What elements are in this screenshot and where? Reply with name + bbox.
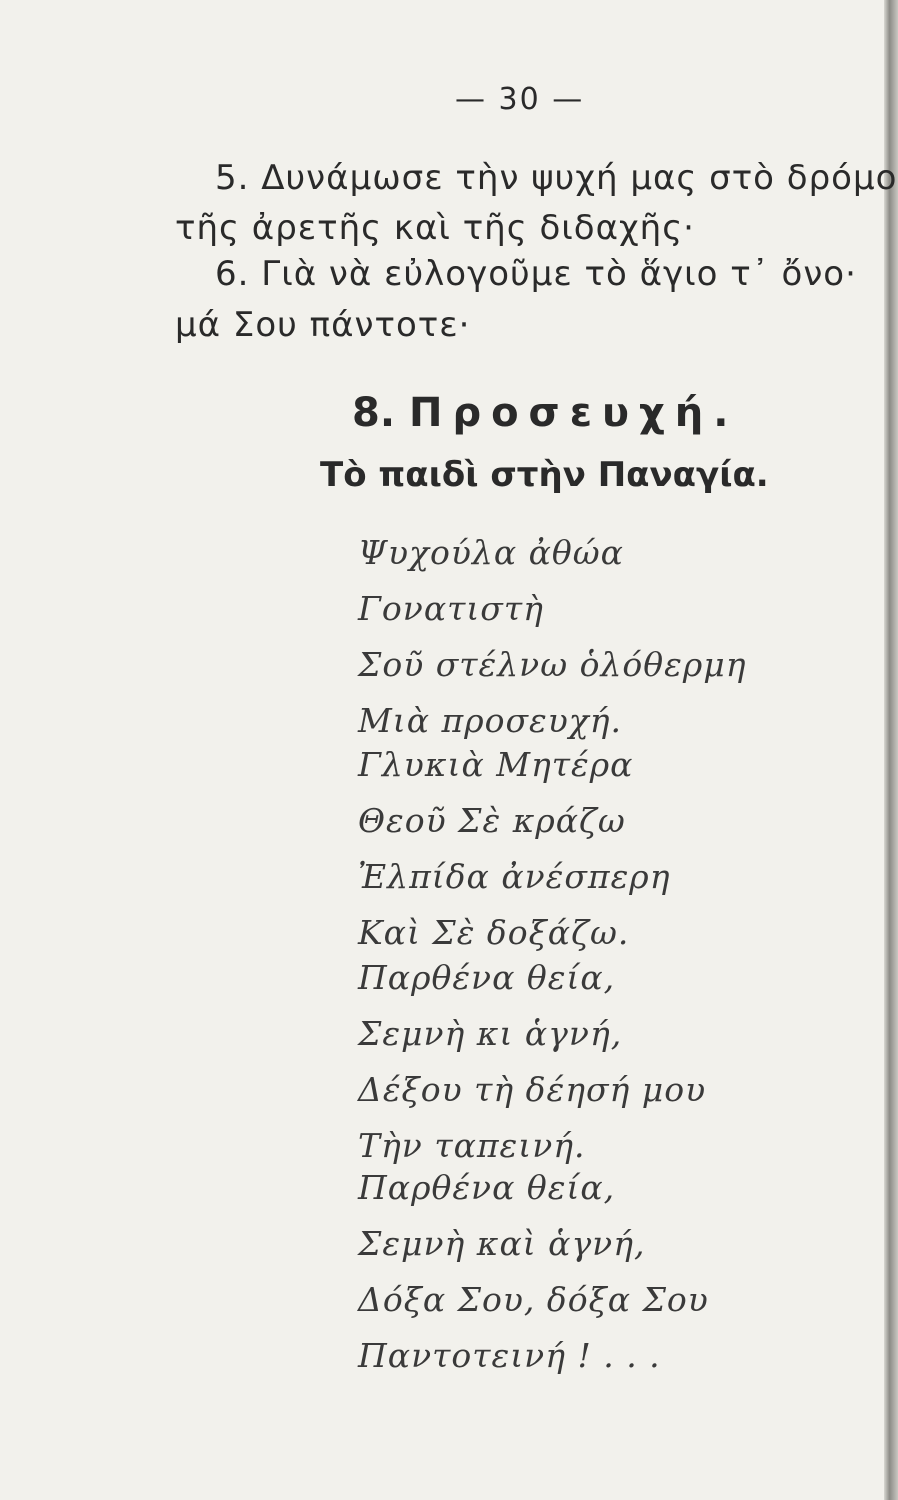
verse-line: Ψυχούλα ἀθώα (358, 533, 624, 572)
verse-line: Παρθένα θεία, (358, 1168, 616, 1207)
page-number: — 30 — (455, 82, 585, 117)
stanza (358, 737, 670, 961)
verse-line: Παρθένα θεία, (358, 958, 616, 997)
verse-line: Παντοτεινή ! . . . (358, 1336, 661, 1375)
verse-line: Σεμνὴ καὶ ἁγνή, (358, 1224, 646, 1263)
verse-line: Γονατιστὴ (358, 589, 544, 628)
stanza (358, 950, 706, 1174)
verse-line: Σοῦ στέλνω ὁλόθερμη (358, 645, 747, 684)
page-edge (884, 0, 898, 1500)
stanza (358, 1160, 709, 1384)
verse-line: Θεοῦ Σὲ κράζω (358, 801, 626, 840)
section-title: Προσευχή. (408, 390, 739, 436)
verse-line: Τὴν ταπεινή. (358, 1126, 586, 1165)
verse-line: Δέξου τὴ δέησή μου (358, 1070, 707, 1109)
section-subtitle: Τὸ παιδὶ στὴν Παναγία. (320, 455, 769, 495)
section-heading (352, 390, 738, 436)
verse-line: Γλυκιὰ Μητέρα (358, 745, 634, 784)
verse-line: Ἐλπίδα ἀνέσπερη (358, 857, 671, 896)
verse-line: Μιὰ προσευχή. (358, 701, 623, 740)
paragraph-line: τῆς ἀρετῆς καὶ τῆς διδαχῆς· (175, 208, 695, 248)
paragraph-line: 5. Δυνάμωσε τὴν ψυχή μας στὸ δρόμο (215, 158, 898, 198)
verse-line: Δόξα Σου, δόξα Σου (358, 1280, 709, 1319)
stanza (358, 525, 746, 749)
section-number: 8. (352, 390, 396, 436)
verse-line: Καὶ Σὲ δοξάζω. (358, 913, 630, 952)
paragraph-line: 6. Γιὰ νὰ εὐλογοῦμε τὸ ἅγιο τ᾽ ὄνο· (215, 254, 857, 294)
paragraph-line: μά Σου πάντοτε· (175, 305, 471, 345)
verse-line: Σεμνὴ κι ἁγνή, (358, 1014, 623, 1053)
